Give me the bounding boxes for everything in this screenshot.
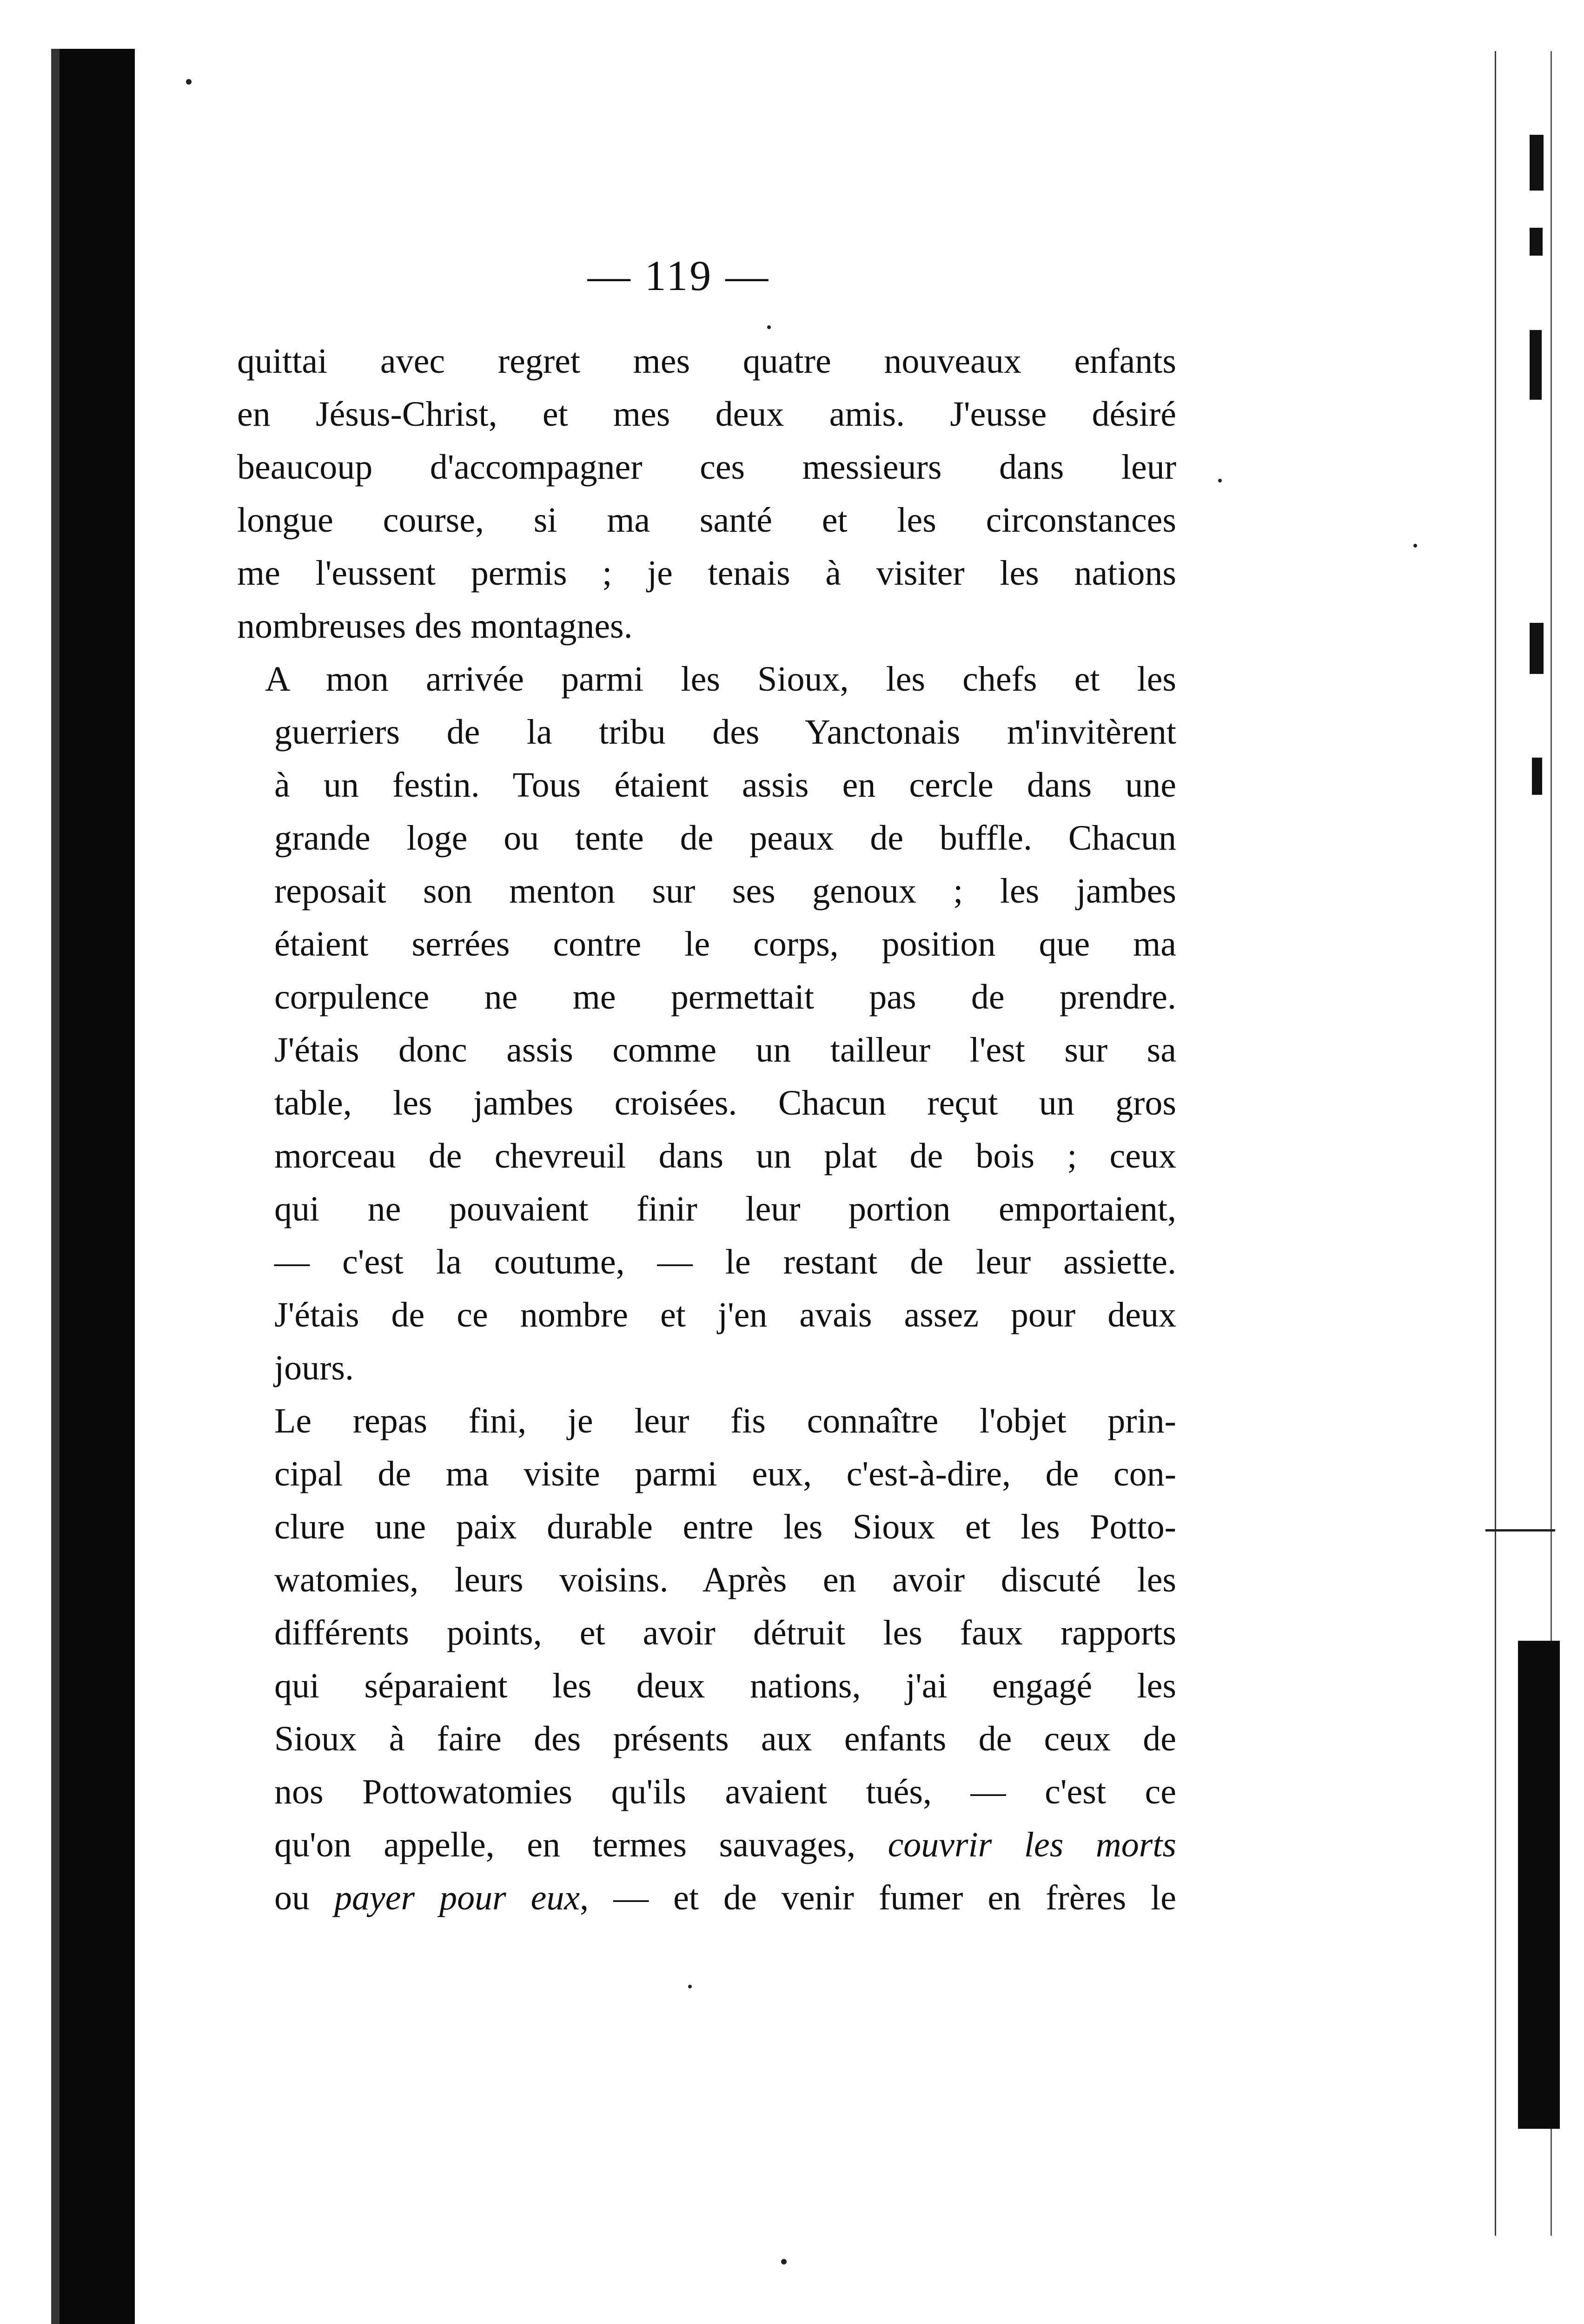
- edge-mark: [1530, 623, 1544, 674]
- text-line: A mon arrivée parmi les Sioux, les chefs et les: [265, 660, 1176, 699]
- text-line: différents points, et avoir détruit les faux rapports: [274, 1613, 1176, 1652]
- edge-mark: [1530, 330, 1542, 400]
- edge-dark-block: [1518, 1641, 1560, 2129]
- scan-speck: [767, 325, 771, 329]
- page-edge-artifacts: [1485, 51, 1560, 2236]
- text-run: , — et de venir fumer en frères le: [580, 1878, 1177, 1917]
- paragraph-1: [237, 335, 1176, 653]
- text-line: qui ne pouvaient finir leur portion emportaient,: [274, 1189, 1176, 1228]
- text-line: — c'est la coutume, — le restant de leur assiette.: [274, 1242, 1176, 1281]
- text-line: guerriers de la tribu des Yanctonais m'invitèrent: [274, 713, 1176, 752]
- page-number: — 119 —: [587, 252, 770, 299]
- italic-phrase: payer pour eux: [334, 1878, 580, 1917]
- text-line: Le repas fini, je leur fis connaître l'objet prin-: [274, 1401, 1176, 1440]
- text-line: longue course, si ma santé et les circonstances: [237, 501, 1176, 540]
- scan-speck: [688, 1985, 692, 1988]
- edge-mark: [1530, 135, 1544, 191]
- body-text: [237, 335, 1176, 1924]
- text-line: morceau de chevreuil dans un plat de bois ; ceux: [274, 1136, 1176, 1175]
- text-line: quittai avec regret mes quatre nouveaux enfants: [237, 342, 1176, 381]
- text-line: corpulence ne me permettait pas de prendre.: [274, 977, 1176, 1017]
- text-line: cipal de ma visite parmi eux, c'est-à-dire, de con-: [274, 1454, 1176, 1493]
- text-line: J'étais de ce nombre et j'en avais assez pour deux: [274, 1295, 1176, 1334]
- scan-speck: [1218, 479, 1222, 482]
- italic-phrase: couvrir les morts: [888, 1825, 1176, 1864]
- scan-speck: [781, 2259, 787, 2265]
- binding-shadow: [51, 49, 135, 2324]
- text-line: étaient serrées contre le corps, position que ma: [274, 924, 1176, 964]
- text-run: qu'on appelle, en termes sauvages,: [274, 1825, 888, 1864]
- text-line: [237, 1818, 1176, 1871]
- text-line: en Jésus-Christ, et mes deux amis. J'eusse désiré: [237, 395, 1176, 434]
- text-line: J'étais donc assis comme un tailleur l'est sur sa: [274, 1030, 1176, 1070]
- text-line: nos Pottowatomies qu'ils avaient tués, — c'est ce: [274, 1772, 1176, 1811]
- text-line: beaucoup d'accompagner ces messieurs dans leur: [237, 448, 1176, 487]
- edge-rule: [1495, 51, 1496, 2236]
- text-line: Sioux à faire des présents aux enfants de ceux de: [274, 1719, 1176, 1758]
- text-line: nombreuses des montagnes.: [237, 607, 633, 646]
- text-line: table, les jambes croisées. Chacun reçut un gros: [274, 1083, 1176, 1122]
- edge-mark: [1530, 228, 1543, 256]
- paragraph-3: [237, 1394, 1176, 1924]
- text-line: qui séparaient les deux nations, j'ai engagé les: [274, 1666, 1176, 1705]
- text-line: reposait son menton sur ses genoux ; les jambes: [274, 872, 1176, 911]
- edge-dash: [1485, 1529, 1555, 1532]
- text-line: jours.: [274, 1348, 354, 1387]
- edge-mark: [1532, 758, 1542, 795]
- text-line: à un festin. Tous étaient assis en cercle dans une: [274, 766, 1176, 805]
- text-line: watomies, leurs voisins. Après en avoir discuté les: [274, 1560, 1176, 1599]
- text-line: clure une paix durable entre les Sioux et les Potto-: [274, 1507, 1176, 1546]
- scan-speck: [186, 79, 192, 85]
- paragraph-2: [237, 653, 1176, 1394]
- text-run: ou: [274, 1878, 335, 1917]
- text-line: grande loge ou tente de peaux de buffle. Chacun: [274, 819, 1176, 858]
- text-line: me l'eussent permis ; je tenais à visiter les nations: [237, 554, 1176, 593]
- text-line: [237, 1871, 1176, 1924]
- scan-speck: [1413, 544, 1417, 548]
